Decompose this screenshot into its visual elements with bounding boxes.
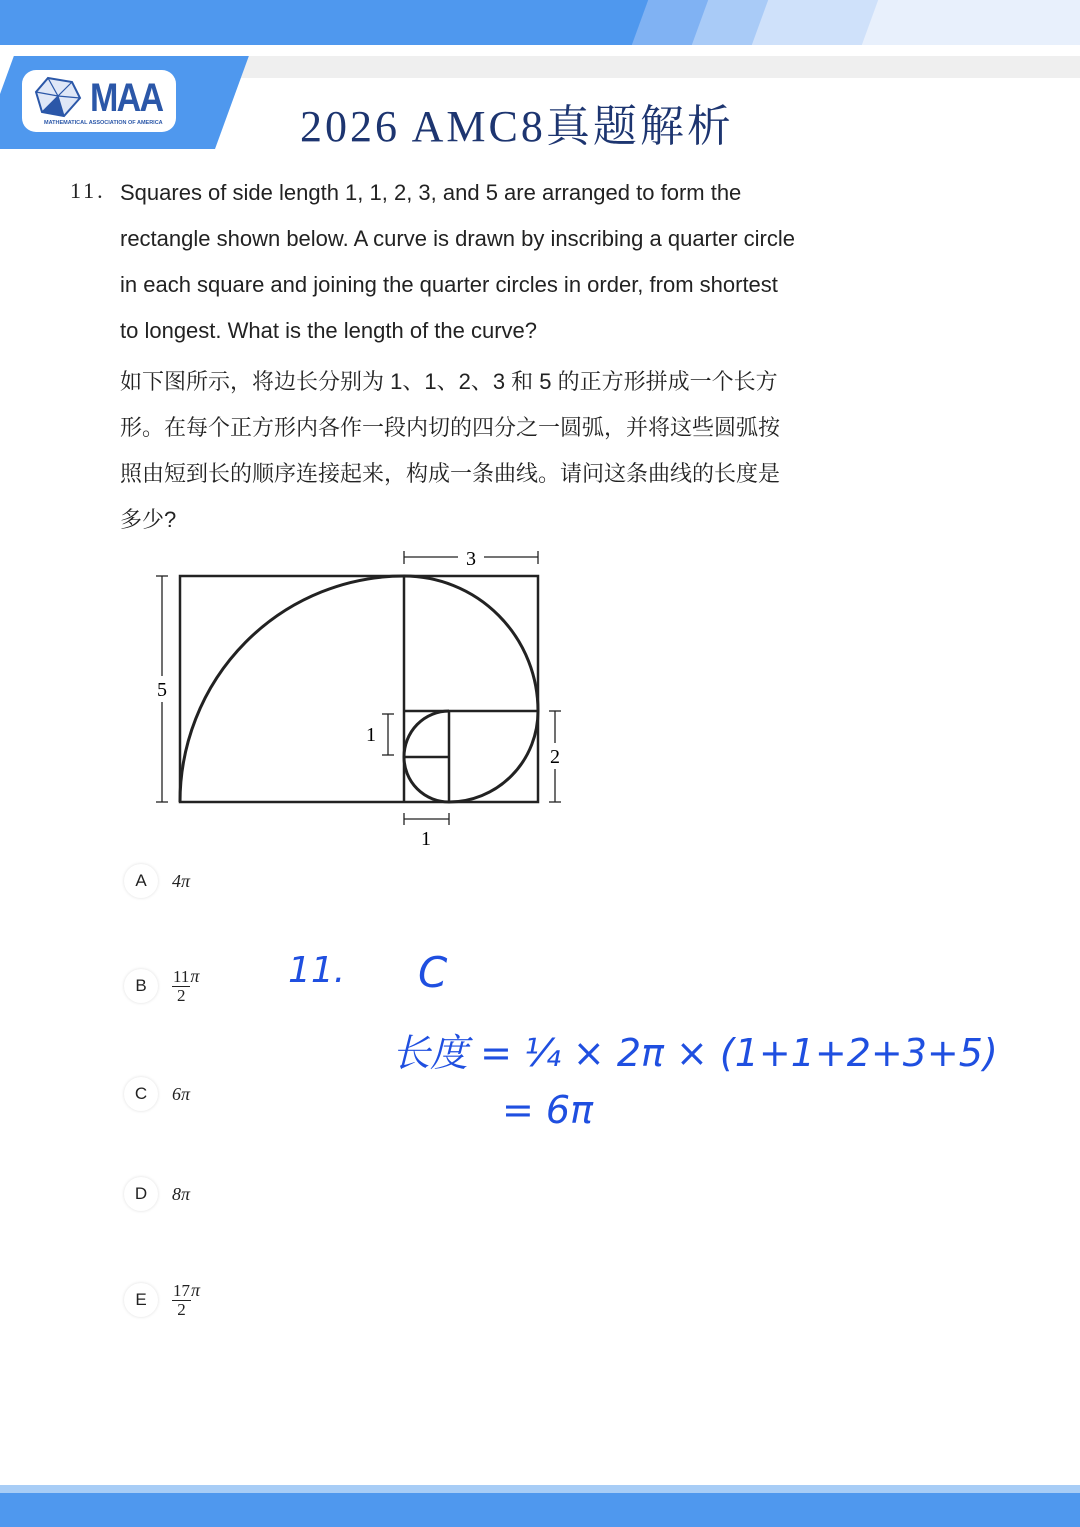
option-value: 6π [172, 1083, 191, 1104]
question-number: 11. [70, 178, 106, 203]
logo-text: MAA [90, 76, 163, 120]
option-b[interactable] [124, 966, 199, 1005]
page-title: 2026 AMC8真题解析 [300, 102, 734, 151]
fraction-numerator: 11 [173, 967, 190, 986]
option-letter: A [124, 864, 158, 898]
question-text-en: to longest. What is the length of the curve? [120, 318, 538, 343]
handwritten-answer: C [418, 948, 448, 997]
handwritten-question-number: 11. [288, 950, 346, 991]
dim-label-top: 3 [466, 548, 476, 570]
pi-symbol: π [191, 1280, 201, 1300]
logo-subtitle: MATHEMATICAL ASSOCIATION OF AMERICA [44, 120, 163, 126]
option-d[interactable] [124, 1177, 190, 1211]
option-e[interactable] [124, 1280, 200, 1319]
option-a[interactable] [124, 864, 190, 898]
dim-label-bottom: 1 [421, 828, 431, 850]
option-value: 4π [172, 870, 191, 891]
fraction-denominator: 2 [177, 1300, 186, 1319]
question-text-zh: 多少? [120, 507, 177, 532]
option-letter: C [124, 1077, 158, 1111]
fraction-numerator: 17 [173, 1281, 190, 1300]
dim-label-right: 2 [550, 746, 560, 768]
option-value: 8π [172, 1183, 191, 1204]
option-letter: E [124, 1283, 158, 1317]
option-letter: B [124, 969, 158, 1003]
handwritten-work-line2: = 6π [502, 1088, 593, 1132]
spiral-curve [180, 576, 538, 802]
question-text-en: Squares of side length 1, 1, 2, 3, and 5 are arranged to form the [120, 180, 742, 205]
question-text-en: in each square and joining the quarter circles in order, from shortest [120, 272, 778, 297]
fraction-denominator: 2 [176, 986, 186, 1005]
handwritten-work-line1: 长度 = ¼ × 2π × (1+1+2+3+5) [392, 1031, 998, 1075]
dim-label-left: 5 [157, 679, 167, 701]
question-text-zh: 形。在每个正方形内各作一段内切的四分之一圆弧，并将这些圆弧按 [120, 415, 781, 440]
option-c[interactable] [124, 1077, 190, 1111]
question-text-zh: 如下图所示，将边长分别为 1、1、2、3 和 5 的正方形拼成一个长方 [120, 369, 778, 394]
question-text-en: rectangle shown below. A curve is drawn by inscribing a quarter circle [120, 226, 796, 251]
dim-label-inner: 1 [366, 724, 376, 746]
option-letter: D [124, 1177, 158, 1211]
outer-rectangle [180, 576, 538, 802]
pi-symbol: π [190, 966, 200, 986]
bottom-banner [0, 1485, 1080, 1527]
question-text-zh: 照由短到长的顺序连接起来，构成一条曲线。请问这条曲线的长度是 [120, 461, 781, 486]
